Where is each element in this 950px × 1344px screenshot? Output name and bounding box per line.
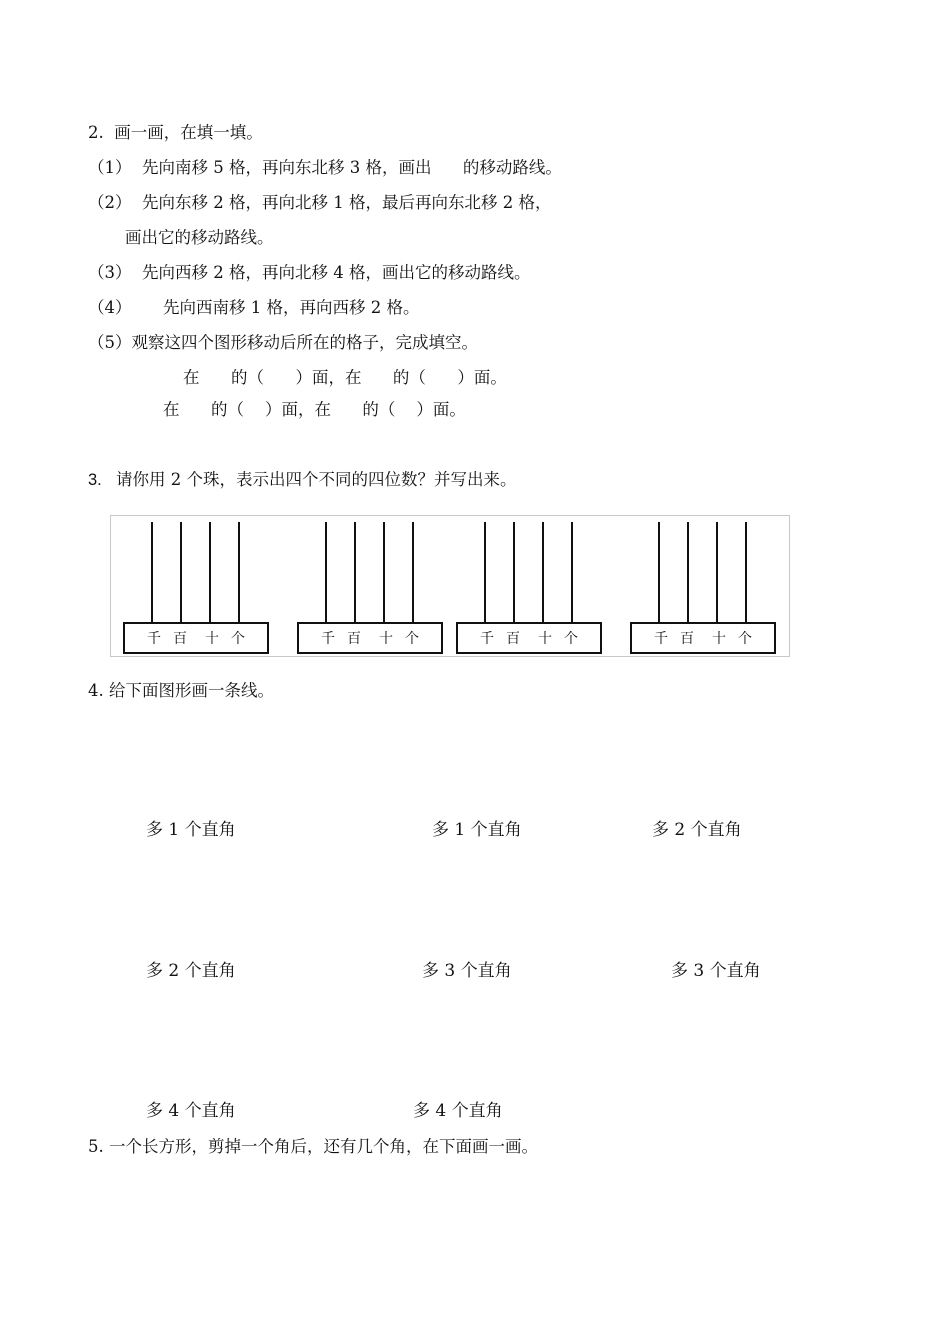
place-label-hundreds: 百 xyxy=(347,631,361,647)
q2-fill-blank-2: 在 的（ ）面，在 的（ ）面。 xyxy=(163,400,466,419)
abacus-rod xyxy=(325,522,327,636)
q4-title: 4. 给下面图形画一条线。 xyxy=(88,681,274,700)
place-label-tens: 十 xyxy=(205,631,219,647)
place-label-hundreds: 百 xyxy=(506,631,520,647)
abacus-rod xyxy=(484,522,486,636)
q5-title: 5. 一个长方形，剪掉一个角后，还有几个角，在下面画一画。 xyxy=(88,1137,538,1156)
abacus-rod xyxy=(180,522,182,636)
place-label-ones: 个 xyxy=(231,631,245,647)
abacus-rod xyxy=(412,522,414,636)
place-label-thousands: 千 xyxy=(147,631,161,647)
angle-label: 多 4 个直角 xyxy=(146,1101,236,1121)
place-label-hundreds: 百 xyxy=(173,631,187,647)
angle-label: 多 3 个直角 xyxy=(671,961,761,981)
abacus-rod xyxy=(209,522,211,636)
angle-label: 多 3 个直角 xyxy=(422,961,512,981)
q2-step-1: （1） 先向南移 5 格，再向东北移 3 格，画出 的移动路线。 xyxy=(88,158,562,177)
q3-number: 3. xyxy=(88,471,102,489)
place-label-ones: 个 xyxy=(738,631,752,647)
place-label-ones: 个 xyxy=(564,631,578,647)
place-label-ones: 个 xyxy=(405,631,419,647)
abacus-rod xyxy=(571,522,573,636)
angle-label: 多 4 个直角 xyxy=(413,1101,503,1121)
place-label-tens: 十 xyxy=(538,631,552,647)
abacus-base xyxy=(297,622,443,654)
q2-fill-blank-1: 在 的（ ）面，在 的（ ）面。 xyxy=(183,368,507,387)
abacus-rod xyxy=(687,522,689,636)
q3-title: 请你用 2 个珠，表示出四个不同的四位数？并写出来。 xyxy=(116,470,517,489)
place-label-hundreds: 百 xyxy=(680,631,694,647)
abacus-rod xyxy=(513,522,515,636)
abacus-base xyxy=(123,622,269,654)
abacus-base xyxy=(456,622,602,654)
abacus-rod xyxy=(542,522,544,636)
place-label-tens: 十 xyxy=(379,631,393,647)
abacus-rod xyxy=(151,522,153,636)
abacus-rod xyxy=(383,522,385,636)
q2-step-3: （3） 先向西移 2 格，再向北移 4 格，画出它的移动路线。 xyxy=(88,263,531,282)
angle-label: 多 2 个直角 xyxy=(652,820,742,840)
abacus-rod xyxy=(716,522,718,636)
q2-step-5: （5）观察这四个图形移动后所在的格子，完成填空。 xyxy=(88,333,478,352)
q2-title: 2. 画一画，在填一填。 xyxy=(88,123,263,142)
abacus-base xyxy=(630,622,776,654)
place-label-thousands: 千 xyxy=(480,631,494,647)
angle-label: 多 1 个直角 xyxy=(432,820,522,840)
q2-step-4: （4） 先向西南移 1 格，再向西移 2 格。 xyxy=(88,298,420,317)
place-label-thousands: 千 xyxy=(654,631,668,647)
q2-step-2b: 画出它的移动路线。 xyxy=(125,228,274,247)
place-label-tens: 十 xyxy=(712,631,726,647)
abacus-rod xyxy=(354,522,356,636)
angle-label: 多 1 个直角 xyxy=(146,820,236,840)
abacus-rod xyxy=(658,522,660,636)
angle-label: 多 2 个直角 xyxy=(146,961,236,981)
abacus-rod xyxy=(745,522,747,636)
abacus-strip xyxy=(110,515,790,657)
abacus-rod xyxy=(238,522,240,636)
q2-step-2a: （2） 先向东移 2 格，再向北移 1 格，最后再向东北移 2 格， xyxy=(88,193,552,212)
place-label-thousands: 千 xyxy=(321,631,335,647)
